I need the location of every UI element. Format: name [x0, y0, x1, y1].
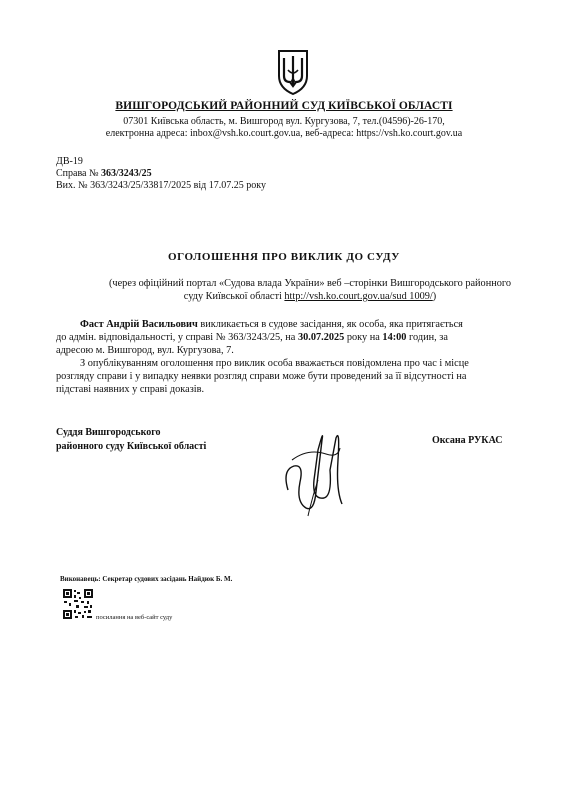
judge-position: Суддя Вишгородського районного суду Київської області — [56, 427, 207, 452]
handwritten-signature — [278, 420, 348, 520]
outgoing-number: Вих. № 363/3243/25/33817/2025 від 17.07.25 року — [56, 180, 266, 191]
qr-caption: посилання на веб-сайт суду — [96, 614, 173, 621]
document-code: ДВ-19 — [56, 156, 83, 167]
notice-paragraph-summons: Фаст Андрій Васильович викликається в судове засідання, як особа, яка притягається до адмін. відповідальності, у справі № 363/3243/25, на 30.07.2025 року на 14:00 годин, за адресою м. Вишгород, вул. Кургузова, 7. — [56, 319, 463, 356]
notice-paragraph-consequences: З опублікуванням оголошення про виклик особа вважається повідомлена про час і місце розгляду справи і у випадку неявки розгляд справи може бути проведений за її відсутності на підставі наявних у справі доказів. — [56, 358, 469, 395]
notice-subtitle: (через офіційний портал «Судова влада України» веб –сторінки Вишгородського районного суду Київської області http://vsh.ko.court.gov.ua/sud 1009/) — [109, 278, 511, 302]
court-website-link[interactable]: http://vsh.ko.court.gov.ua/sud 1009/ — [284, 291, 433, 302]
executor-line: Виконавець: Секретар судових засідань Найдюк Б. М. — [60, 575, 233, 583]
coat-of-arms-emblem — [275, 48, 311, 96]
court-address: 07301 Київська область, м. Вишгород вул. Кургузова, 7, тел.(04596)-26-170, — [123, 116, 445, 127]
case-reference: Справа № 363/3243/25 — [56, 168, 152, 179]
qr-code-icon[interactable] — [62, 588, 94, 620]
hearing-date: 30.07.2025 — [297, 332, 345, 343]
case-number: 363/3243/25 — [101, 168, 152, 179]
notice-title: ОГОЛОШЕННЯ ПРО ВИКЛИК ДО СУДУ — [168, 251, 400, 263]
court-name: ВИШГОРОДСЬКИЙ РАЙОННИЙ СУД КИЇВСЬКОЇ ОБЛАСТІ — [115, 100, 453, 112]
hearing-time: 14:00 — [382, 332, 407, 343]
judge-name: Оксана РУКАС — [432, 435, 503, 446]
court-contacts: електронна адреса: inbox@vsh.ko.court.gov.ua, веб-адреса: https://vsh.ko.court.gov.ua — [105, 128, 463, 139]
summoned-person-name: Фаст Андрій Васильович — [80, 319, 198, 330]
